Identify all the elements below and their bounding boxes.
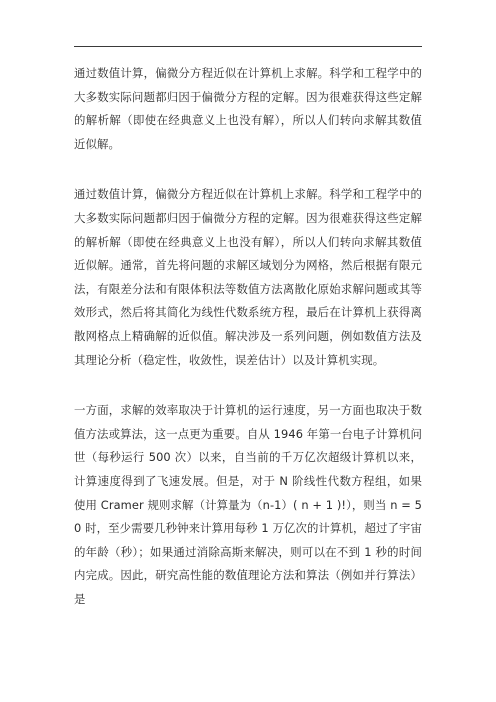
- header-rule: [74, 46, 422, 47]
- document-body: [74, 62, 422, 638]
- paragraph-2: 通过数值计算，偏微分方程近似在计算机上求解。科学和工程学中的大多数实际问题都归因于偏微分方程的定解。因为很难获得这些定解的解析解（即使在经典意义上也没有解），所以人们转向求解其数值近似解。通常，首先将问题的求解区域划分为网格，然后根据有限元法，有限差分法和有限体积法等数值方法离散化原始求解问题或其等效形式，然后将其简化为线性代数系统方程，最后在计算机上获得离散网格点上精确解的近似值。解决涉及一系列问题，例如数值方法及其理论分析（稳定性，收敛性，误差估计）以及计算机实现。: [74, 187, 422, 367]
- paragraph-3: 一方面，求解的效率取决于计算机的运行速度，另一方面也取决于数值方法或算法，这一点更为重要。自从 1946 年第一台电子计算机问世（每秒运行 500 次）以来，自当前的千万亿次超级计算机以来，计算速度得到了飞速发展。但是，对于 N 阶线性代数方程组，如果使用 Cramer 规则求解（计算量为（n-1）( n + 1 )!），则当 n = 50 时，至少需要几秒钟来计算用每秒 1 万亿次的计算机，超过了宇宙的年龄（秒）；如果通过消除高斯来解决，则可以在不到 1 秒的时间内完成。因此，研究高性能的数值理论方法和算法（例如并行算法）是: [74, 403, 422, 606]
- paragraph-1: 通过数值计算，偏微分方程近似在计算机上求解。科学和工程学中的大多数实际问题都归因于偏微分方程的定解。因为很难获得这些定解的解析解（即使在经典意义上也没有解），所以人们转向求解其数值近似解。: [74, 66, 422, 151]
